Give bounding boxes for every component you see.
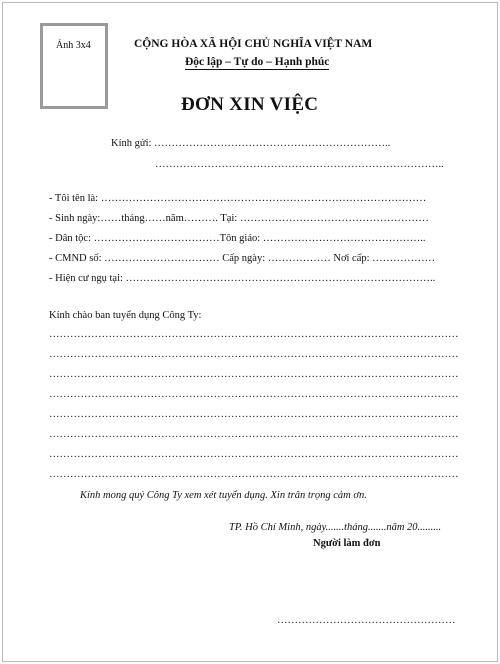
application-form-page <box>2 2 498 662</box>
photo-label: Ảnh 3x4 <box>56 40 91 51</box>
blank-line: ……………………………………………………………………………………………………… <box>49 329 459 340</box>
field-birth: - Sinh ngày:……tháng……năm………. Tại: ……………………………………………… <box>49 213 429 224</box>
place-date: TP. Hồ Chí Minh, ngày.......tháng.......năm 20......... <box>229 522 442 533</box>
blank-line: ……………………………………………………………………………………………………… <box>49 369 459 380</box>
recipient-line-1: Kính gửi: ………………………………………………………….. <box>111 138 391 149</box>
greeting-text: Kính chào ban tuyển dụng Công Ty: <box>49 310 202 321</box>
nation-header: CỘNG HÒA XÃ HỘI CHỦ NGHĨA VIỆT NAM <box>134 38 373 50</box>
motto-header: Độc lập – Tự do – Hạnh phúc <box>185 56 330 68</box>
field-address: - Hiện cư ngụ tại: …………………………………………………………………………….. <box>49 273 436 284</box>
blank-line: ……………………………………………………………………………………………………… <box>49 429 459 440</box>
field-id-card: - CMND số: …………………………… Cấp ngày: ……………… Nơi cấp: ……………… <box>49 253 436 264</box>
page-title: ĐƠN XIN VIỆC <box>181 94 319 115</box>
field-full-name: - Tôi tên là: ………………………………………………………………………………… <box>49 193 427 204</box>
photo-placeholder <box>40 23 108 109</box>
blank-line: ……………………………………………………………………………………………………… <box>49 409 459 420</box>
recipient-line-2: ……………………………………………………………………….. <box>155 159 444 170</box>
field-ethnicity-religion: - Dân tộc: ………………………………Tôn giáo: ……………………………………….. <box>49 233 426 244</box>
closing-text: Kính mong quý Công Ty xem xét tuyển dụng. Xin trân trọng cảm ơn. <box>80 490 367 501</box>
blank-line: ……………………………………………………………………………………………………… <box>49 349 459 360</box>
signature-line: …………………………………………… <box>277 615 456 626</box>
blank-line: ……………………………………………………………………………………………………… <box>49 389 459 400</box>
blank-line: ……………………………………………………………………………………………………… <box>49 449 459 460</box>
blank-line: ……………………………………………………………………………………………………… <box>49 469 459 480</box>
signer-label: Người làm đơn <box>313 538 381 549</box>
